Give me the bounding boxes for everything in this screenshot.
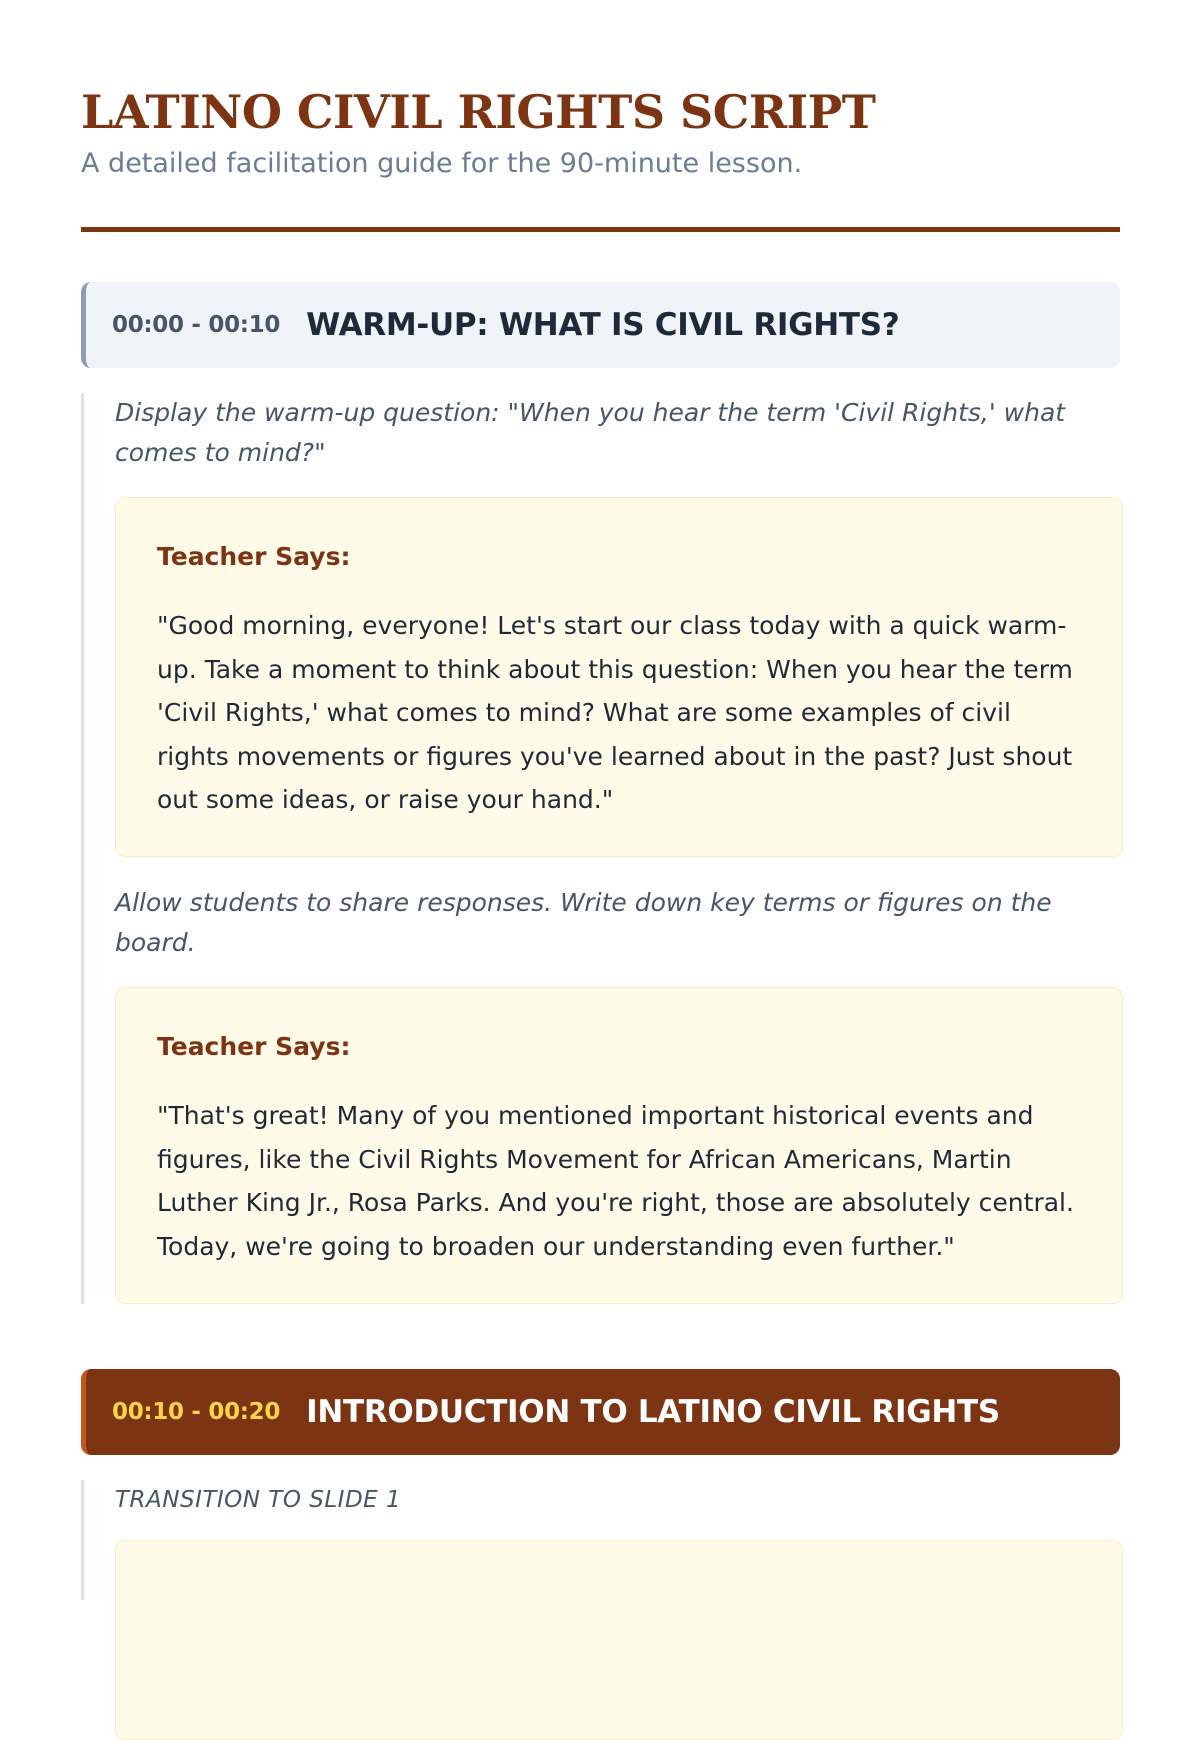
- teacher-says-text: "That's great! Many of you mentioned important historical events and figures, like the Civil Rights Movement for African Americans, Martin Luther King Jr., Rosa Parks. And you're right, those are absolutely central. Today, we're going to broaden our understanding even further.": [157, 1101, 1074, 1261]
- page-title: LATINO CIVIL RIGHTS SCRIPT: [81, 85, 876, 139]
- section-header-warm-up[interactable]: [81, 282, 1120, 368]
- section-title: WARM-UP: WHAT IS CIVIL RIGHTS?: [306, 307, 900, 343]
- page-subtitle: A detailed facilitation guide for the 90-minute lesson.: [81, 148, 803, 179]
- teacher-says-box: [115, 497, 1123, 857]
- teacher-says-text: "Good morning, everyone! Let's start our class today with a quick warm-up. Take a moment to think about this question: When you hear the term 'Civil Rights,' what comes to mind? What are some examples of civil rights movements or figures you've learned about in the past? Just shout out some ideas, or raise your hand.": [157, 611, 1073, 814]
- stage-direction: Allow students to share responses. Write down key terms or figures on the board.: [115, 888, 1052, 957]
- teacher-says-label: Teacher Says:: [157, 1032, 351, 1061]
- teacher-says-box: [115, 1540, 1123, 1740]
- teacher-says-box: [115, 987, 1123, 1304]
- section-timestamp: 00:10 - 00:20: [112, 1399, 281, 1425]
- section-title: INTRODUCTION TO LATINO CIVIL RIGHTS: [306, 1394, 1000, 1430]
- section-body-warm-up: [81, 393, 1120, 1304]
- section-header-introduction[interactable]: [81, 1369, 1120, 1455]
- section-timestamp: 00:00 - 00:10: [112, 312, 281, 338]
- teacher-says-label: Teacher Says:: [157, 542, 351, 571]
- title-divider: [81, 227, 1120, 232]
- stage-direction: TRANSITION TO SLIDE 1: [115, 1487, 402, 1513]
- stage-direction: Display the warm-up question: "When you hear the term 'Civil Rights,' what comes to mind?": [115, 398, 1066, 467]
- section-body-introduction: [81, 1480, 1120, 1600]
